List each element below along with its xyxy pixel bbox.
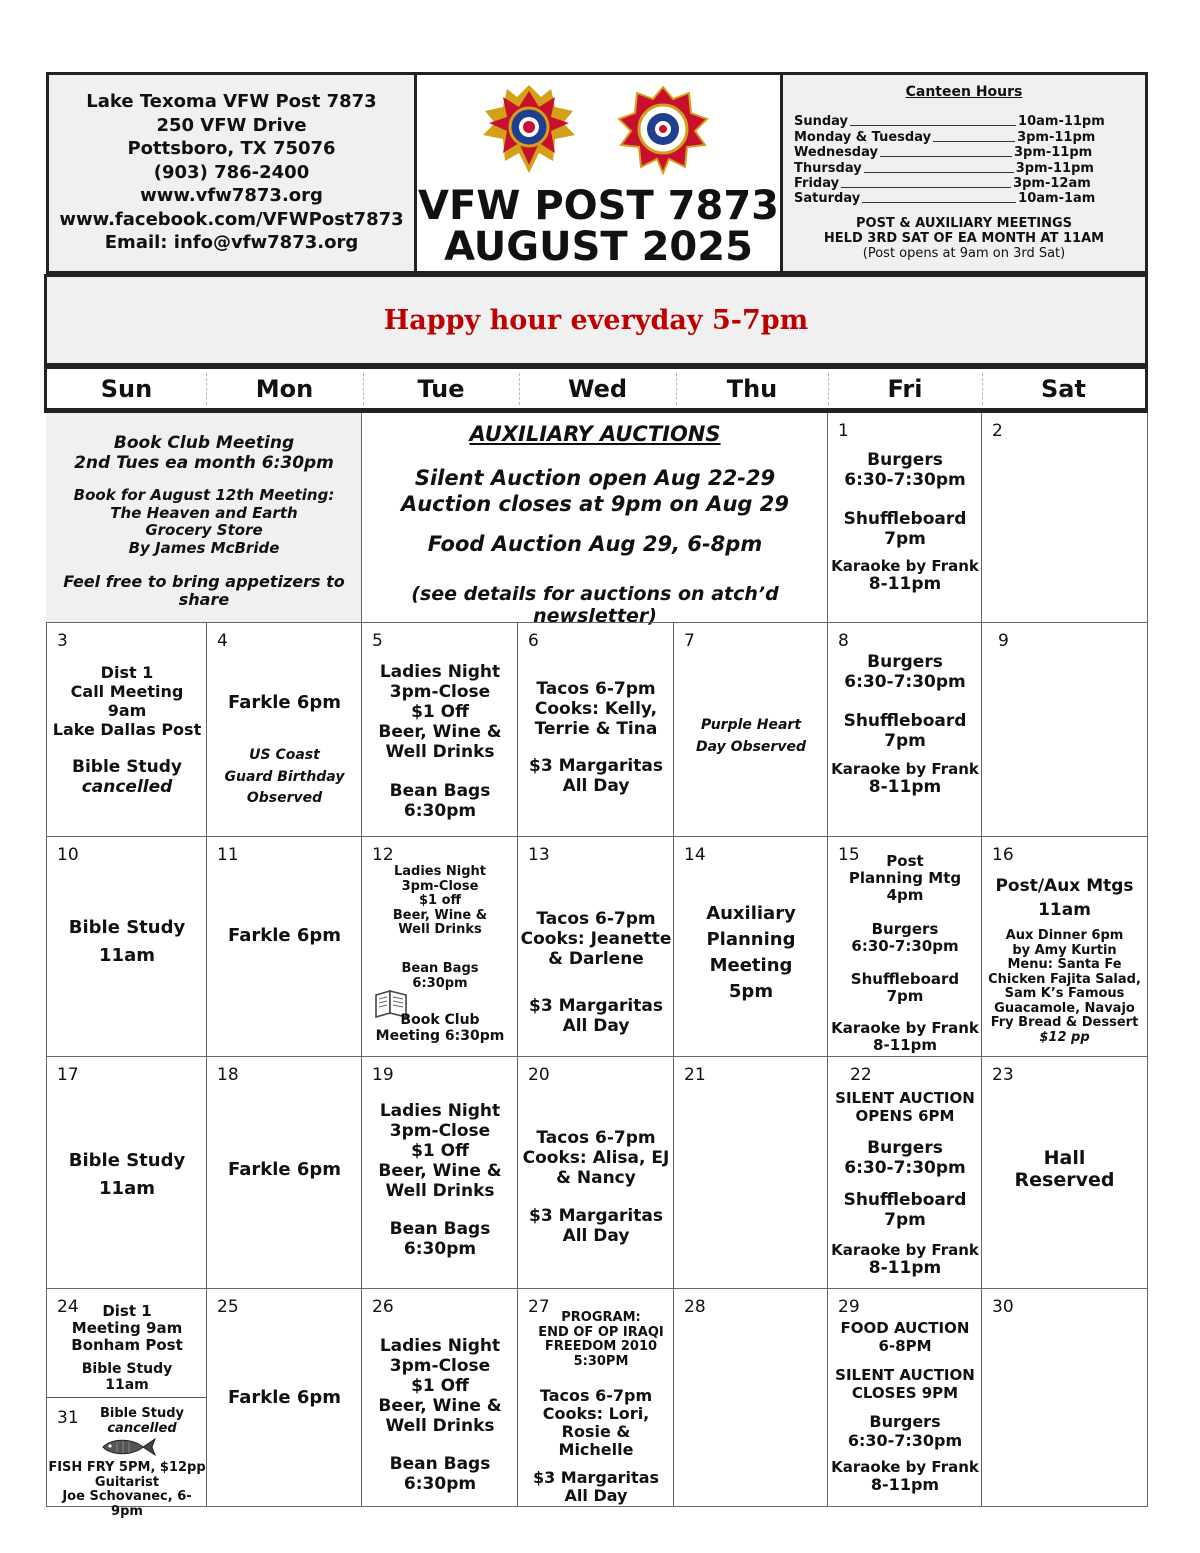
day-cell-17[interactable]: 17 Bible Study 11am	[46, 1056, 207, 1289]
title-post: VFW POST 7873	[418, 183, 779, 229]
day-cell-21[interactable]: 21	[673, 1056, 828, 1289]
weekday-mon: Mon	[255, 375, 314, 403]
day-cell-13[interactable]: 13 Tacos 6-7pm Cooks: Jeanette & Darlene $3 Margaritas All Day	[517, 836, 674, 1057]
auctions-title: AUXILIARY AUCTIONS	[469, 422, 721, 446]
day-cell-2[interactable]: 2	[981, 413, 1148, 623]
day-cell-7[interactable]: 7 Purple Heart Day Observed	[673, 622, 828, 837]
hours-row-mon-tue: Monday & Tuesday 3pm-11pm	[794, 129, 1096, 145]
day-cell-4[interactable]: 4 Farkle 6pm US Coast Guard Birthday Observed	[206, 622, 362, 837]
day-cell-20[interactable]: 20 Tacos 6-7pm Cooks: Alisa, EJ & Nancy $3 Margaritas All Day	[517, 1056, 674, 1289]
meetings-note: POST & AUXILIARY MEETINGS HELD 3RD SAT OF EA MONTH AT 11AM (Post opens at 9am on 3rd Sat)	[823, 216, 1105, 262]
post-name: Lake Texoma VFW Post 7873	[86, 91, 377, 112]
post-email-link[interactable]: Email: info@vfw7873.org	[104, 232, 359, 253]
weekday-tue: Tue	[417, 375, 465, 403]
hours-row-saturday: Saturday 10am-1am	[794, 191, 1096, 207]
canteen-hours-title: Canteen Hours	[905, 84, 1023, 100]
auxiliary-auctions-info: AUXILIARY AUCTIONS Silent Auction open Aug 22-29 Auction closes at 9pm on Aug 29 Food Auction Aug 29, 6-8pm (see details for auctions on atch’d newsletter)	[361, 413, 828, 623]
day-cell-12[interactable]: 12 Ladies Night 3pm-Close $1 off Beer, Wine & Well Drinks Bean Bags 6:30pm Book Club Meeting 6:30pm	[361, 836, 518, 1057]
day-cell-3[interactable]: 3 Dist 1 Call Meeting 9am Lake Dallas Post Bible Study cancelled	[46, 622, 207, 837]
day-cell-8[interactable]: 8 Burgers 6:30-7:30pm Shuffleboard 7pm Karaoke by Frank 8-11pm	[827, 622, 982, 837]
day-cell-31[interactable]: 31 Bible Study cancelled FISH FRY 5PM, $12pp Guitarist Joe Schovanec, 6-9pm	[46, 1397, 207, 1507]
post-phone[interactable]: (903) 786-2400	[153, 161, 310, 183]
post-contact-box	[46, 72, 417, 274]
post-website-link[interactable]: www.vfw7873.org	[140, 185, 323, 206]
auxiliary-emblem-icon	[615, 83, 711, 179]
day-cell-29[interactable]: 29 FOOD AUCTION 6-8PM SILENT AUCTION CLOSES 9PM Burgers 6:30-7:30pm Karaoke by Frank 8-11pm	[827, 1288, 982, 1507]
weekday-thu: Thu	[726, 375, 778, 403]
day-cell-10[interactable]: 10 Bible Study 11am	[46, 836, 207, 1057]
title-box	[415, 72, 782, 274]
weekday-sat: Sat	[1041, 375, 1086, 403]
canteen-hours-list	[794, 114, 1145, 206]
day-cell-11[interactable]: 11 Farkle 6pm	[206, 836, 362, 1057]
day-cell-1[interactable]: 1 Burgers 6:30-7:30pm Shuffleboard 7pm Karaoke by Frank 8-11pm	[827, 413, 982, 623]
fish-icon	[99, 1436, 159, 1463]
day-cell-25[interactable]: 25 Farkle 6pm	[206, 1288, 362, 1507]
post-city: Pottsboro, TX 75076	[127, 138, 336, 159]
weekday-fri: Fri	[887, 375, 923, 403]
day-cell-5[interactable]: 5 Ladies Night 3pm-Close $1 Off Beer, Wine & Well Drinks Bean Bags 6:30pm	[361, 622, 518, 837]
title-month: AUGUST 2025	[444, 224, 753, 270]
day-cell-23[interactable]: 23 Hall Reserved	[981, 1056, 1148, 1289]
weekday-wed: Wed	[567, 375, 628, 403]
post-street: 250 VFW Drive	[156, 114, 307, 136]
day-cell-15[interactable]: 15 Post Planning Mtg 4pm Burgers 6:30-7:30pm Shuffleboard 7pm Karaoke by Frank 8-11pm	[827, 836, 982, 1057]
weekday-sun: Sun	[100, 375, 153, 403]
day-cell-14[interactable]: 14 Auxiliary Planning Meeting 5pm	[673, 836, 828, 1057]
hours-row-sunday: Sunday 10am-11pm	[794, 114, 1105, 130]
hours-row-thursday: Thursday 3pm-11pm	[794, 160, 1094, 176]
weekday-header	[44, 366, 1148, 413]
day-cell-28[interactable]: 28	[673, 1288, 828, 1507]
post-facebook-link[interactable]: www.facebook.com/VFWPost7873	[59, 208, 404, 230]
book-club-info: Book Club Meeting 2nd Tues ea month 6:30pm Book for August 12th Meeting: The Heaven and Earth Grocery Store By James McBride Feel free to bring appetizers to share	[46, 413, 362, 623]
day-cell-19[interactable]: 19 Ladies Night 3pm-Close $1 Off Beer, Wine & Well Drinks Bean Bags 6:30pm	[361, 1056, 518, 1289]
day-cell-30[interactable]: 30	[981, 1288, 1148, 1507]
day-cell-27[interactable]: 27 PROGRAM: END OF OP IRAQI FREEDOM 2010 5:30PM Tacos 6-7pm Cooks: Lori, Rosie & Michelle $3 Margaritas All Day	[517, 1288, 674, 1507]
day-cell-6[interactable]: 6 Tacos 6-7pm Cooks: Kelly, Terrie & Tina $3 Margaritas All Day	[517, 622, 674, 837]
day-cell-22[interactable]: 22 SILENT AUCTION OPENS 6PM Burgers 6:30-7:30pm Shuffleboard 7pm Karaoke by Frank 8-11pm	[827, 1056, 982, 1289]
day-cell-16[interactable]: 16 Post/Aux Mtgs 11am Aux Dinner 6pm by Amy Kurtin Menu: Santa Fe Chicken Fajita Salad, Sam K’s Famous Guacamole, Navajo Fry Bread & Dessert $12 pp	[981, 836, 1148, 1057]
day-cell-26[interactable]: 26 Ladies Night 3pm-Close $1 Off Beer, Wine & Well Drinks Bean Bags 6:30pm	[361, 1288, 518, 1507]
happy-hour-banner: Happy hour everyday 5-7pm	[44, 274, 1148, 366]
day-cell-18[interactable]: 18 Farkle 6pm	[206, 1056, 362, 1289]
day-cell-24[interactable]: 24 Dist 1 Meeting 9am Bonham Post Bible Study 11am	[46, 1288, 207, 1398]
hours-row-wednesday: Wednesday 3pm-11pm	[794, 145, 1093, 161]
vfw-emblem-icon	[481, 83, 577, 179]
day-cell-9[interactable]: 9	[981, 622, 1148, 837]
hours-row-friday: Friday 3pm-12am	[794, 175, 1091, 191]
canteen-hours-box	[780, 72, 1148, 274]
